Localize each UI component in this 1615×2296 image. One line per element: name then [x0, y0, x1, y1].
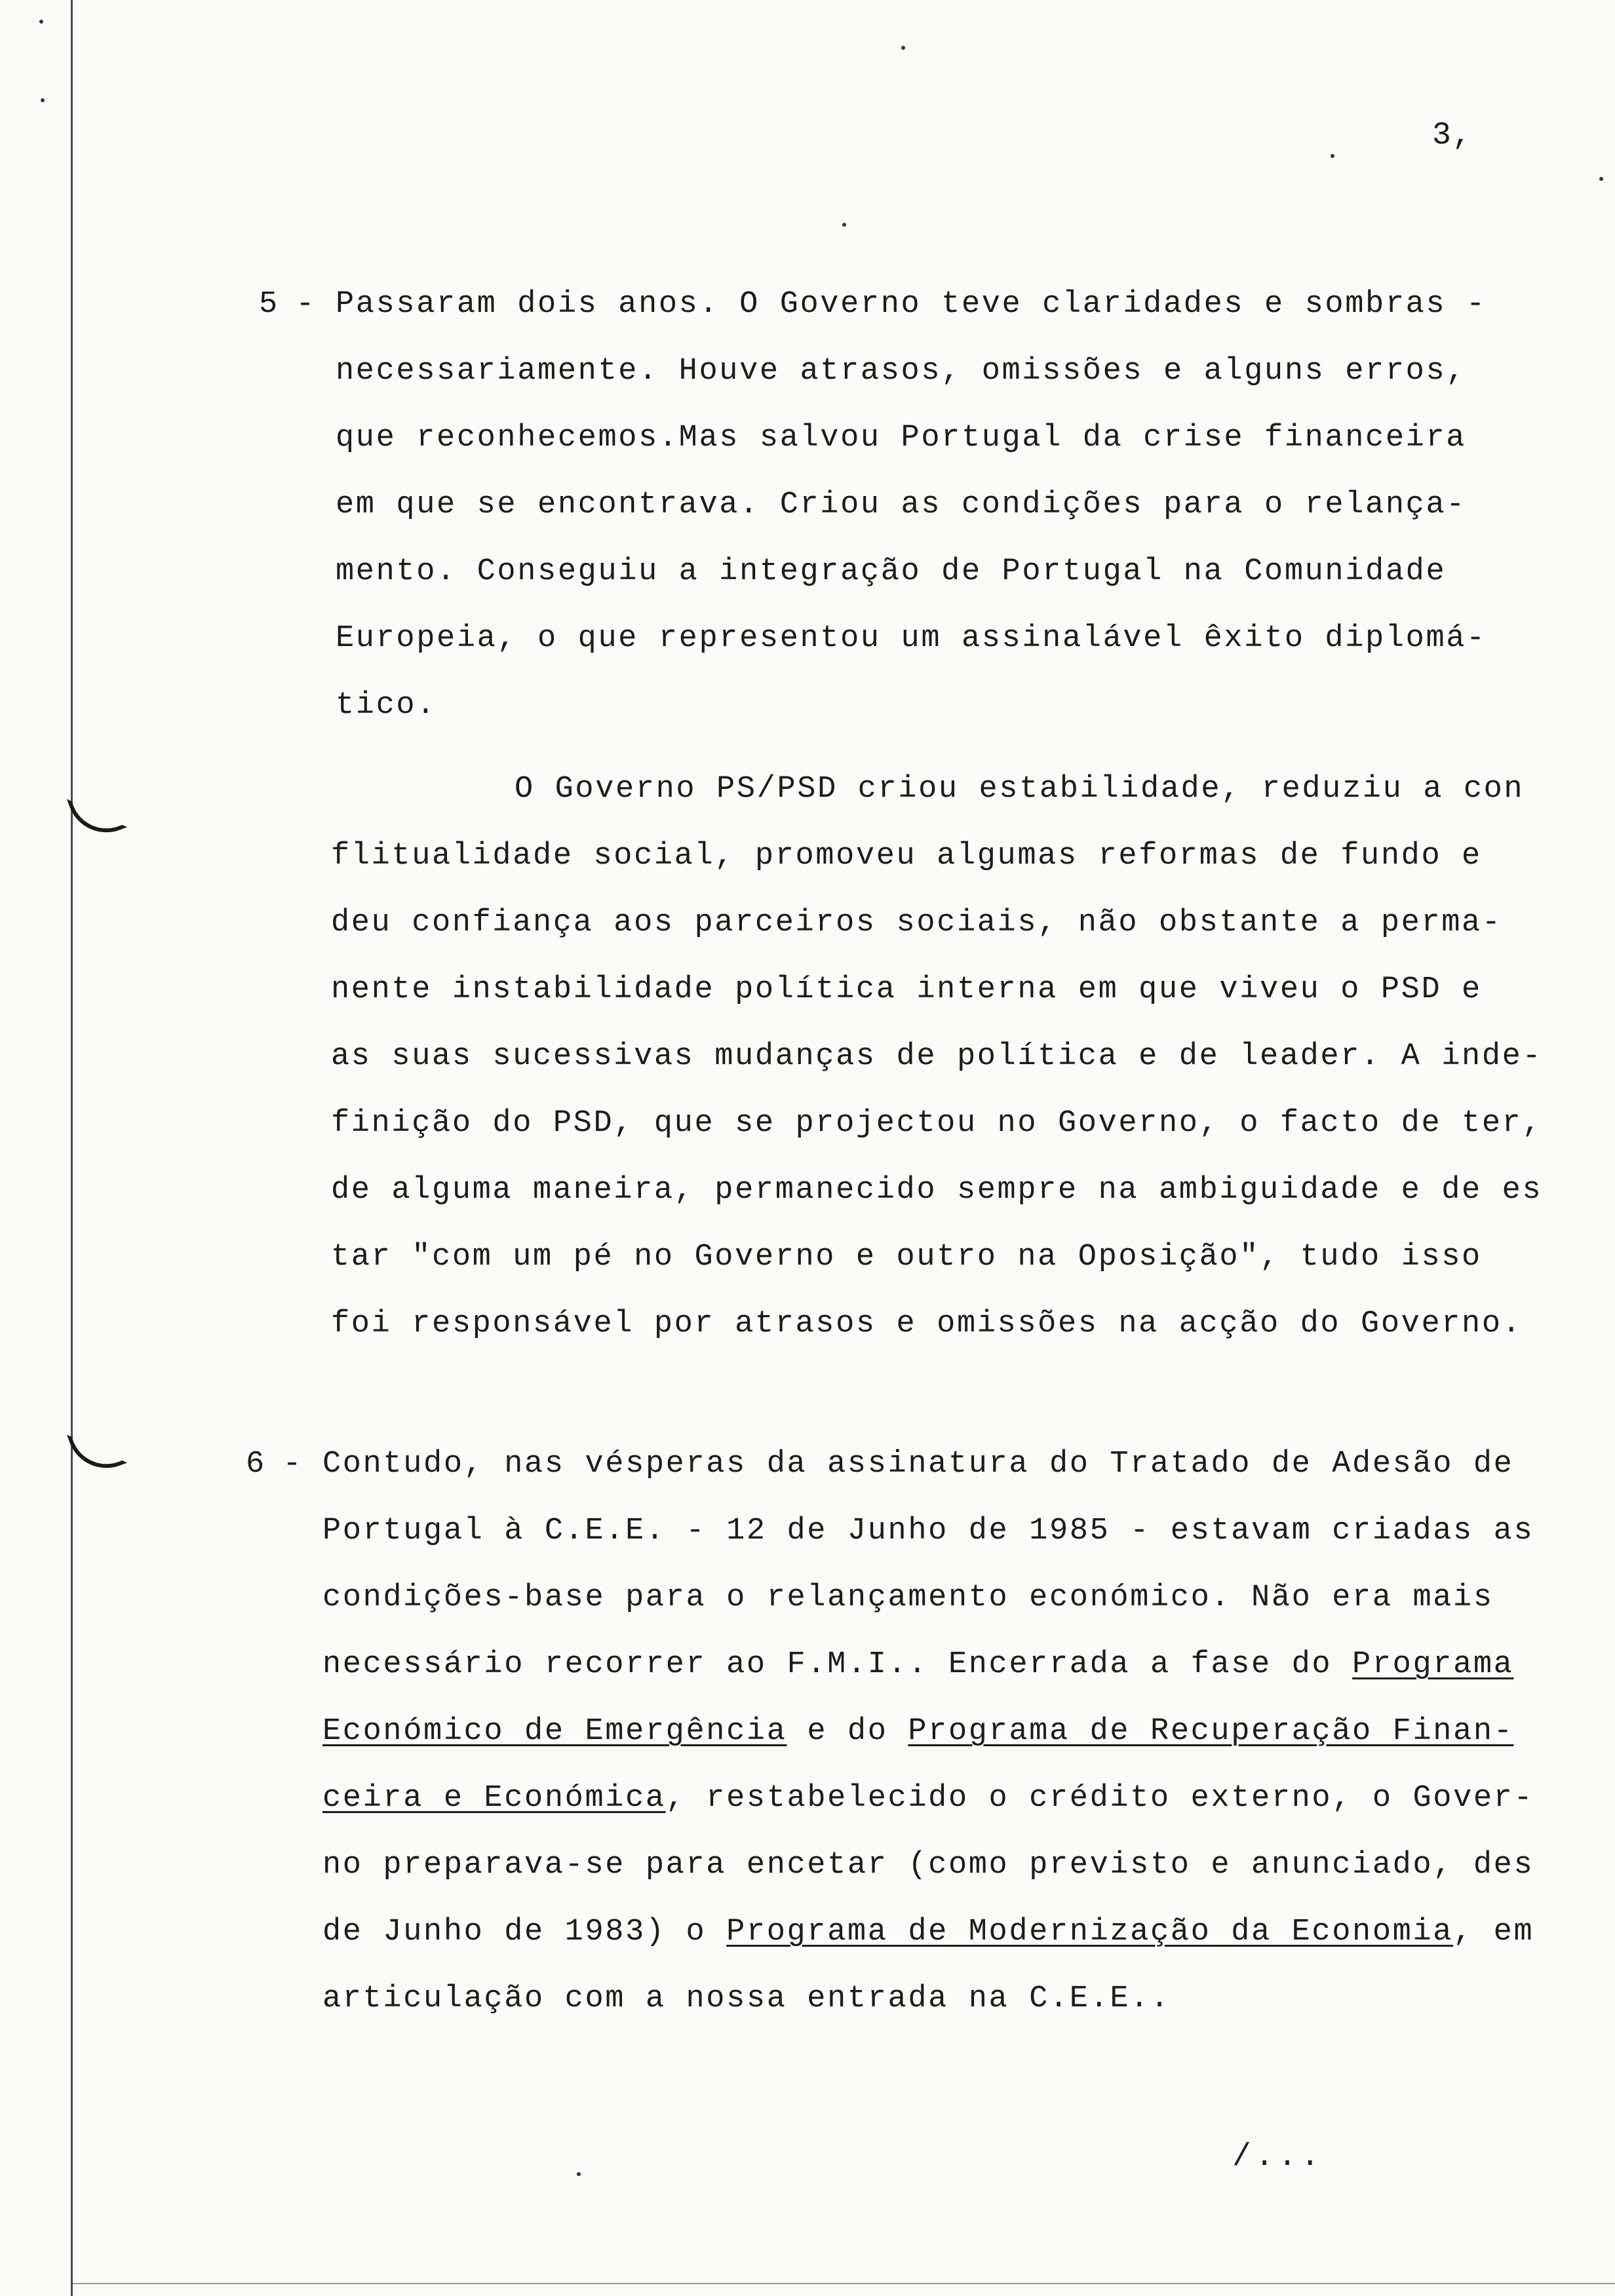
- underlined-term: ceira e Económica: [322, 1781, 666, 1816]
- scan-speck: [1331, 154, 1334, 158]
- text-line: ceira e Económica, restabelecido o crédito externo, o Gover-: [322, 1781, 1534, 1816]
- text-line: que reconhecemos.Mas salvou Portugal da crise financeira: [336, 421, 1467, 455]
- section-number: 6 -: [246, 1447, 302, 1482]
- text-line: Económico de Emergência e do Programa de Recuperação Finan-: [322, 1714, 1514, 1749]
- text-line: O Governo PS/PSD criou estabilidade, reduziu a con: [515, 772, 1525, 807]
- left-margin-rule: [71, 0, 73, 2296]
- text-line: no preparava-se para encetar (como previsto e anunciado, des: [322, 1848, 1534, 1883]
- text-line: deu confiança aos parceiros sociais, não obstante a perma-: [331, 906, 1502, 940]
- punch-hole-mark: [67, 1419, 127, 1479]
- text-line: em que se encontrava. Criou as condições para o relança-: [336, 488, 1467, 522]
- page-number: 3,: [1432, 118, 1473, 153]
- scan-speck: [901, 46, 905, 50]
- punch-hole-mark: [67, 783, 127, 843]
- scan-speck: [842, 223, 846, 227]
- text-line: condições-base para o relançamento económico. Não era mais: [322, 1580, 1494, 1615]
- scan-speck: [577, 2172, 581, 2176]
- text-line: nente instabilidade política interna em que viveu o PSD e: [331, 972, 1482, 1007]
- underlined-term: Programa: [1352, 1647, 1514, 1682]
- section-number: 5 -: [259, 287, 315, 322]
- underlined-term: Programa de Recuperação Finan-: [908, 1714, 1514, 1749]
- text-line: mento. Conseguiu a integração de Portugal na Comunidade: [336, 554, 1447, 589]
- text-line: foi responsável por atrasos e omissões na acção do Governo.: [331, 1307, 1523, 1341]
- scan-speck: [41, 98, 45, 102]
- text-line: tico.: [336, 688, 437, 723]
- text-line: finição do PSD, que se projectou no Governo, o facto de ter,: [331, 1106, 1543, 1141]
- text-line: necessariamente. Houve atrasos, omissões e alguns erros,: [336, 354, 1467, 389]
- text-line: tar "com um pé no Governo e outro na Oposição", tudo isso: [331, 1240, 1482, 1274]
- underlined-term: Programa de Modernização da Economia: [726, 1915, 1454, 1949]
- text-line: as suas sucessivas mudanças de política e de leader. A inde-: [331, 1039, 1543, 1074]
- text-line: flitualidade social, promoveu algumas reformas de fundo e: [331, 839, 1482, 873]
- text-line: Passaram dois anos. O Governo teve claridades e sombras -: [336, 287, 1487, 322]
- text-line: Portugal à C.E.E. - 12 de Junho de 1985 - estavam criadas as: [322, 1514, 1534, 1548]
- bottom-edge-rule: [71, 2283, 1615, 2284]
- continuation-mark: /...: [1232, 2139, 1324, 2175]
- text-line: de Junho de 1983) o Programa de Modernização da Economia, em: [322, 1915, 1534, 1949]
- text-line: de alguma maneira, permanecido sempre na ambiguidade e de es: [331, 1173, 1543, 1208]
- scan-speck: [39, 20, 43, 24]
- text-line: Contudo, nas vésperas da assinatura do Tratado de Adesão de: [322, 1447, 1514, 1482]
- text-line: Europeia, o que representou um assinalável êxito diplomá-: [336, 621, 1487, 656]
- text-line: articulação com a nossa entrada na C.E.E..: [322, 1981, 1171, 2016]
- underlined-term: Económico de Emergência: [322, 1714, 787, 1749]
- text-line: necessário recorrer ao F.M.I.. Encerrada a fase do Programa: [322, 1647, 1514, 1682]
- scan-speck: [1599, 177, 1603, 181]
